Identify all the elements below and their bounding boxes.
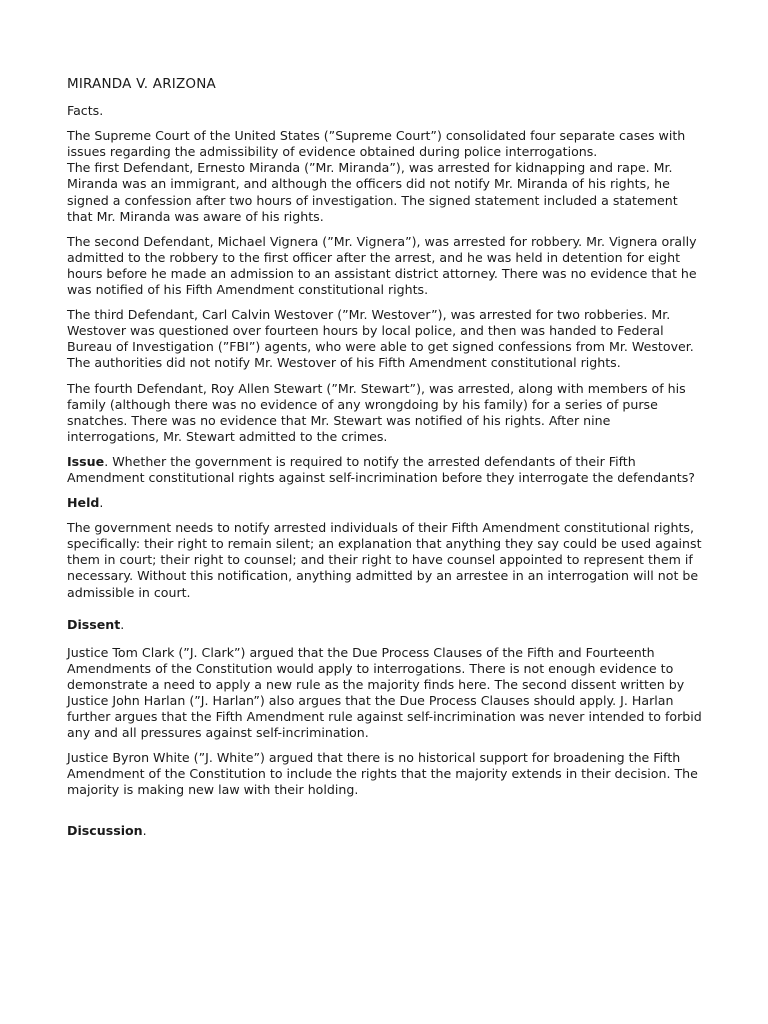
document-page [67, 76, 703, 848]
facts-paragraph-4: The third Defendant, Carl Calvin Westover (”Mr. Westover”), was arrested for two robberies. Mr. Westover was questioned over fourteen hours by local police, and then was handed to Federal Bureau of Investigation (”FBI”) agents, who were able to get signed confessions from Mr. Westover. The authorities did not notify Mr. Westover of his Fifth Amendment constitutional rights. [67, 307, 694, 371]
dissent-heading [67, 617, 703, 633]
issue-paragraph [67, 454, 703, 486]
facts-paragraph-3: The second Defendant, Michael Vignera (”Mr. Vignera”), was arrested for robbery. Mr. Vignera orally admitted to the robbery to the first officer after the arrest, and he was held in detention for eight hours before he made an admission to an assistant district attorney. There was no evidence that he was notified of his Fifth Amendment constitutional rights. [67, 233, 697, 298]
held-heading-period: . [99, 495, 104, 511]
dissent-heading-period: . [120, 616, 125, 632]
facts-paragraph-1-text: The Supreme Court of the United States (”Supreme Court”) consolidated four separate cases with issues regarding the admissibility of evidence obtained during police interrogations. [67, 128, 686, 160]
discussion-heading-period: . [142, 822, 147, 838]
dissent-paragraph-2: Justice Byron White (”J. White”) argued that there is no historical support for broadening the Fifth Amendment of the Constitution to include the rights that the majority extends in their decision. The majority is making new law with their holding. [67, 750, 698, 798]
document-title: MIRANDA V. ARIZONA [67, 76, 216, 92]
held-heading [67, 495, 703, 511]
facts-paragraph-2: The first Defendant, Ernesto Miranda (”Mr. Miranda”), was arrested for kidnapping and rape. Mr. Miranda was an immigrant, and although the officers did not notify Mr. Miranda of his rights, he signed a confession after two hours of investigation. The signed statement included a statement that Mr. Miranda was aware of his rights. [67, 160, 678, 224]
issue-heading: Issue [67, 453, 105, 469]
issue-text: . Whether the government is required to notify the arrested defendants of their Fifth Amendment constitutional rights against self-incrimination before they interrogate the defendants? [67, 453, 695, 485]
discussion-heading [67, 823, 703, 839]
held-heading-label: Held [67, 495, 100, 511]
dissent-paragraph-1: Justice Tom Clark (”J. Clark”) argued that the Due Process Clauses of the Fifth and Fourteenth Amendments of the Constitution would apply to interrogations. There is not enough evidence to demonstrate a need to apply a new rule as the majority finds here. The second dissent written by Justice John Harlan (”J. Harlan”) also argues that the Due Process Clauses should apply. J. Harlan further argues that the Fifth Amendment rule against self-incrimination was never intended to forbid any and all pressures against self-incrimination. [67, 644, 702, 741]
discussion-heading-label: Discussion [67, 822, 143, 838]
facts-heading-label: Facts [67, 103, 100, 119]
facts-heading-period: . [99, 103, 104, 119]
facts-paragraph-5: The fourth Defendant, Roy Allen Stewart (”Mr. Stewart”), was arrested, along with members of his family (although there was no evidence of any wrongdoing by his family) for a series of purse snatches. There was no evidence that Mr. Stewart was notified of his rights. After nine interrogations, Mr. Stewart admitted to the crimes. [67, 380, 686, 444]
facts-heading [67, 103, 703, 119]
facts-paragraph-1 [67, 128, 703, 160]
held-paragraph: The government needs to notify arrested individuals of their Fifth Amendment constitutional rights, specifically: their right to remain silent; an explanation that anything they say could be used against them in court; their right to counsel; and their right to have counsel appointed to represent them if necessary. Without this notification, anything admitted by an arrestee in an interrogation will not be admissible in court. [67, 520, 702, 600]
dissent-heading-label: Dissent [67, 616, 121, 632]
